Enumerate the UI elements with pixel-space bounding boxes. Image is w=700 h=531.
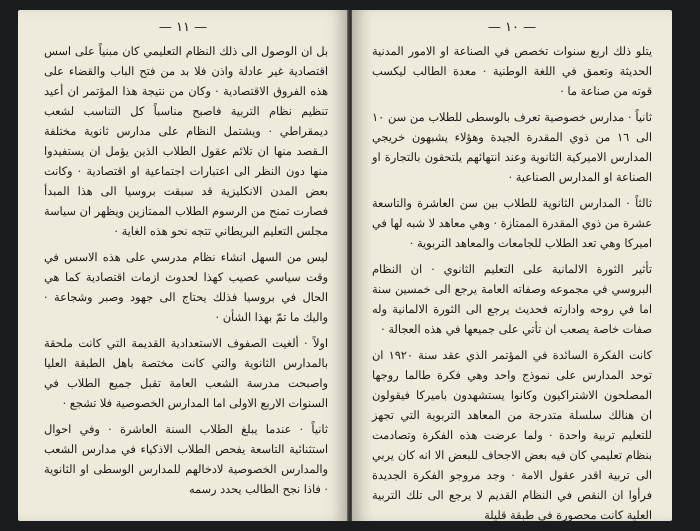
- paragraph: اولاً · ألغيت الصفوف الاستعدادية القديمة التي كانت ملحقة بالمدارس الثانوية والتي كانت مختصة باهل الطبقة العليا واصبحت مدرسة الشعب العامة تقبل جميع الطلاب في السنوات الاربع الاولى اما المدارس الخصوصية فلا تشجع ·: [44, 337, 328, 410]
- right-page: [352, 10, 672, 521]
- page-body-text: [44, 42, 328, 505]
- paragraph: ليس من السهل انشاء نظام مدرسي على هذه الاسس في وقت سياسي عصيب كهذا لحدوث ازمات اقتصادية كما هي الحال في بروسيا فذلك يحتاج الى جهود وصبر وشجاعة · واليك ما تمّ بهذا الشأن ·: [44, 251, 328, 324]
- page-number: — ١١ —: [158, 20, 208, 35]
- page-body-text: [372, 42, 653, 521]
- paragraph: تأثير الثورة الالمانية على التعليم الثانوي · ان النظام البروسي في مجموعه وصفاته العامة يرجع الى خمسين سنة اما في روحه وادارته فحديث يرجع الى الثورة الالمانية وله صفات خاصة يصعب ان تأتي على جميعها في هذه العجالة ·: [372, 263, 652, 336]
- paragraph: ثانياً · عندما يبلغ الطلاب السنة العاشرة · وفي احوال استثنائية التاسعة يفحص الطلاب الاذكياء في مدارس الشعب والمدارس الخصوصية لادخالهم للمدارس الوسطى او الثانوية · فاذا نجح الطالب يحدد رسمه: [44, 423, 328, 496]
- paragraph: كانت الفكرة السائدة في المؤتمر الذي عقد سنة ١٩٢٠ ان توحد المدارس على نموذج واحد وهي فكرة طالما روجها المصلحون الاشتراكيون وكانوا يستشهدون باميركا فيقولون ان هنالك سلسلة متدرجة من المعاهد التربوية التي تجهز للتعليم تربية واحدة · ولما عرضت هذه الفكرة وتصادمت بنظام تعليمي كان فيه بعض الاجحاف للبعض الا انه كان يربي الى تربية اقدر عقول الامة · وجد مروجو الفكرة الجديدة فرأوا ان النقص في النظام القديم لا يرجع الى تلك التربية العلية كانت محصورة في طبقة قليلة: [372, 349, 652, 521]
- paragraph: بل ان الوصول الى ذلك النظام التعليمي كان مبنياً على اسس اقتصادية غير عادلة واذن فلا بد من فتح الباب والقضاء على هذه الفروق الاقتصادية · وكان من نتيجة هذا المؤتمر ان أعيد تنظيم نظام التربية فاصبح مناسباً كل التناسب لشعب ديمقراطي · ويشتمل النظام على مدارس ثانوية مختلفة الـقصد منها ان تلائم عقول الطلاب الذين يؤمل ان يستفيدوا منها دون النظر الى اعتبارات اجتماعية او اقتصادية · وكانت بعض المدن الانكليزية قد سبقت بروسيا الى هذا المبدأ فصارت تمنح من الرسوم الطلاب الممتازين ويظهر ان سياسة مجلس التعليم البريطاني تتجه نحو هذه الغاية ·: [44, 45, 328, 238]
- left-page: [18, 10, 348, 521]
- paragraph: ثانياً · مدارس خصوصية تعرف بالوسطى للطلاب من سن ١٠ الى ١٦ من ذوي المقدرة الجيدة وهؤلاء يشبهون خريجي المدارس الاميركية الثانوية وعند انتهائهم يلتحقون بالتجارة او الصناعة او المدارس الصناعية ·: [372, 111, 653, 184]
- paragraph: يتلو ذلك اربع سنوات تخصص في الصناعة او الامور المدنية الحديثة وتعمق في اللغة الوطنية · معدة الطالب ليكسب قوته من صناعة ما ·: [372, 45, 652, 98]
- page-number: — ١٠ —: [487, 20, 537, 35]
- paragraph: ثالثاً · المدارس الثانوية للطلاب بين سن العاشرة والتاسعة عشرة من ذوي المقدرة الممتازة · وهي معاهد لا شبه لها في اميركا وهي تعد الطلاب للجامعات والمعاهد التربوية ·: [372, 197, 652, 250]
